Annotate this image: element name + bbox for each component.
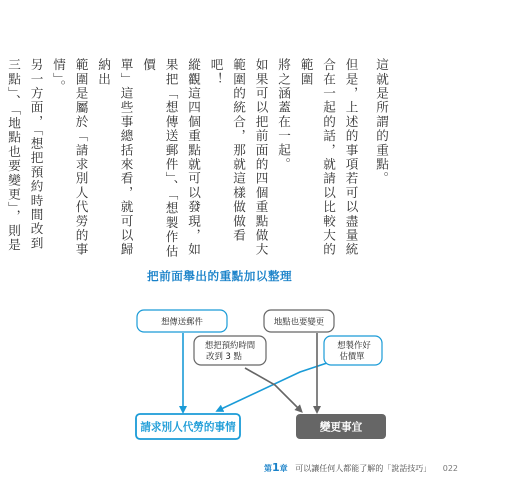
box-send-mail-label: 想傳送郵件 (161, 316, 203, 327)
page-number: 022 (442, 464, 459, 473)
result-change-matter (296, 414, 386, 439)
text-line: 範圍是屬於「請求別人代勞的事情」。 (51, 58, 89, 257)
text-line: 但是，上述的事項若可以盡量統 (343, 58, 359, 257)
result-request-others (136, 414, 240, 439)
box-change-time (194, 336, 266, 365)
text-line: 將之涵蓋在一起。 (276, 58, 291, 172)
result-change-matter-label: 變更事宜 (319, 421, 363, 434)
text-line: 單」這些事總括來看，就可以歸納出 (96, 58, 134, 257)
box-make-quote (324, 336, 382, 365)
text-line: 三點」、「地點也要變更」，則是 (6, 58, 21, 253)
page-footer (264, 461, 458, 474)
box-change-time-label-2: 改到 3 點 (206, 351, 242, 361)
chapter-suffix: 章 (279, 464, 288, 473)
box-send-mail (137, 310, 227, 332)
running-title: 可以讓任何人都能了解的「說話技巧」 (295, 464, 432, 473)
text-line: 合在一起的話，就請以比較大的範圍 (298, 58, 336, 257)
text-line: 另一方面，「想把預約時間改到 (28, 58, 44, 251)
connector-time-to-change (245, 368, 300, 410)
text-line: 如果可以把前面的四個重點做大 (253, 58, 269, 257)
box-change-place (264, 310, 334, 332)
box-make-quote-label-2: 估價單 (339, 351, 365, 361)
chapter-label (264, 461, 288, 474)
connector-quote-to-request (219, 362, 330, 410)
result-request-others-label: 請求別人代勞的事情 (140, 421, 236, 434)
text-line: 範圍的統合，那就這樣做做看吧！ (208, 58, 246, 243)
text-line: 這就是所謂的重點。 (374, 58, 389, 186)
chapter-number: 1 (272, 461, 280, 474)
text-line: 縱觀這四個重點就可以發現，如 (186, 58, 201, 257)
figure-title: 把前面舉出的重點加以整理 (147, 269, 293, 283)
chapter-prefix: 第 (264, 464, 272, 473)
text-line: 果把「想傳送郵件」、「想製作估價 (141, 58, 179, 259)
box-change-place-label: 地點也要變更 (273, 316, 325, 327)
box-change-time-label-1: 想把預約時間 (204, 340, 256, 350)
box-make-quote-label-1: 想製作好 (337, 340, 371, 350)
